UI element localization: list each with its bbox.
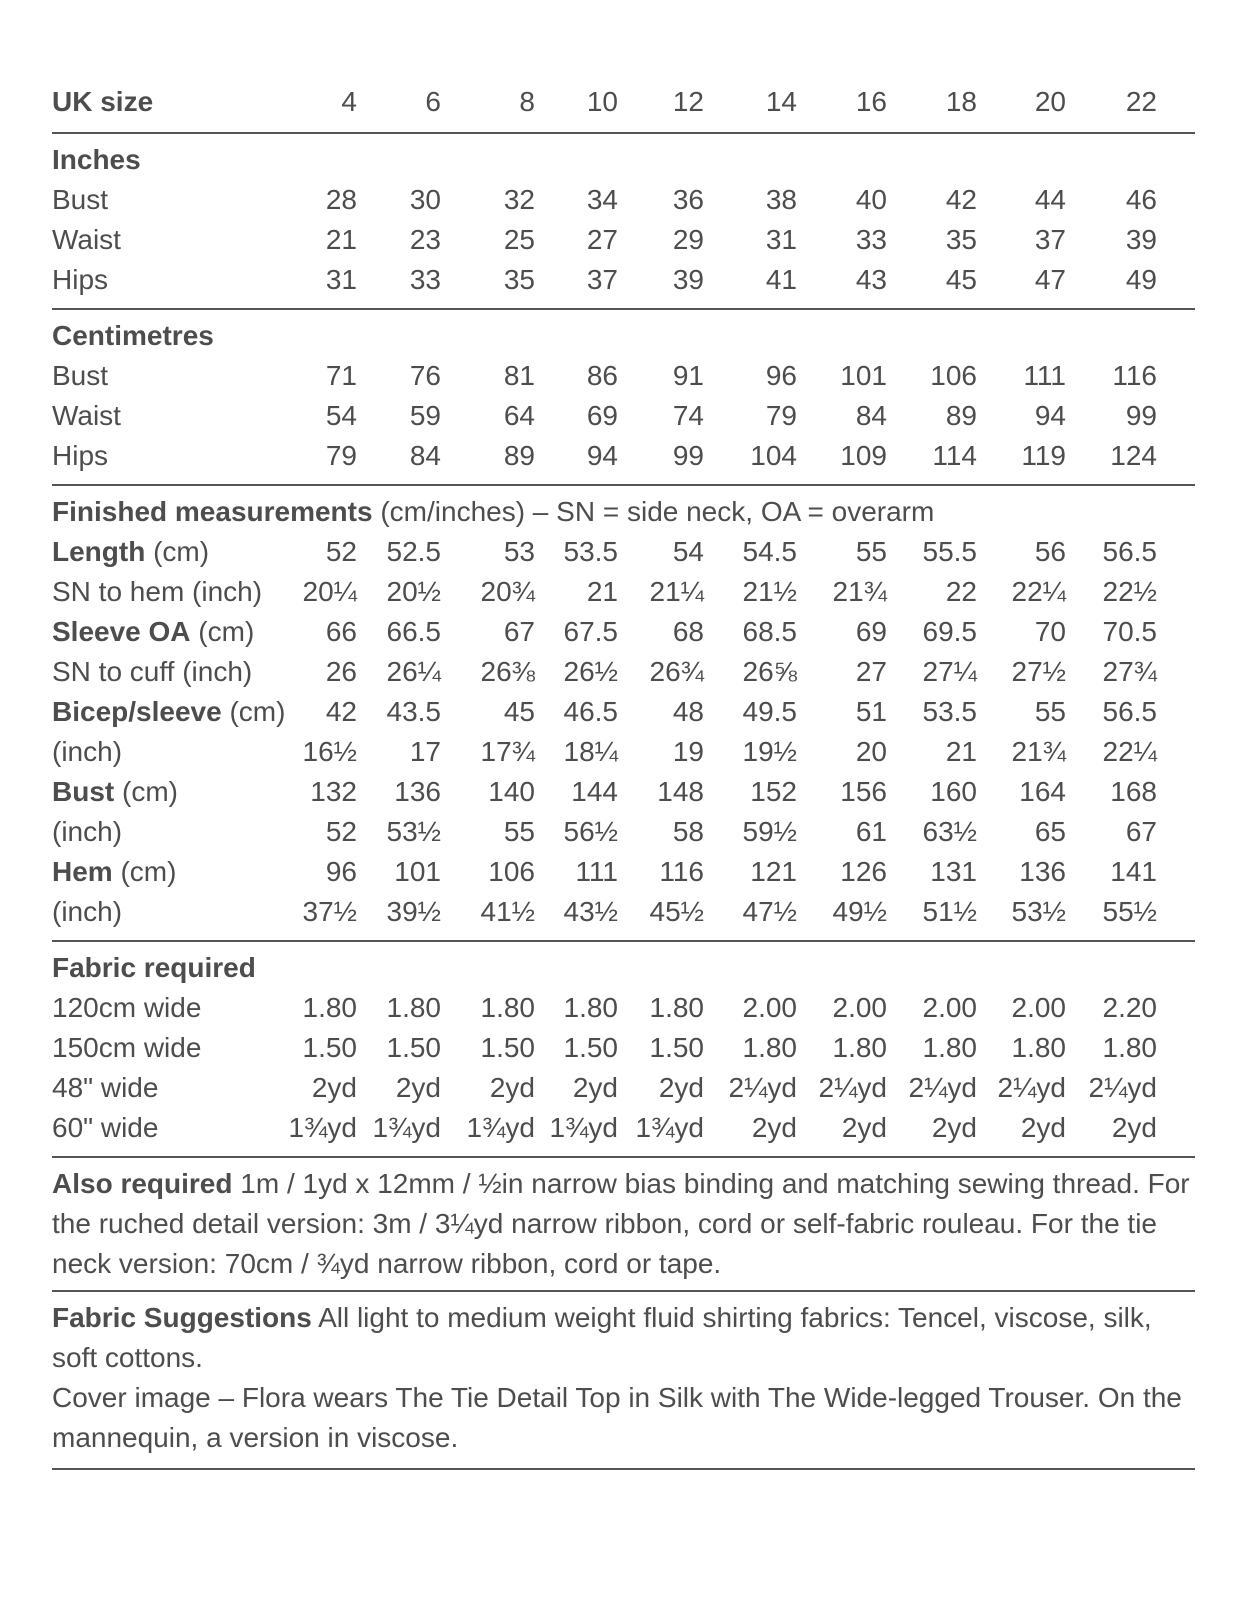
finished-row-label xyxy=(52,652,252,692)
finished-value-size-12: 26¾ xyxy=(649,656,704,687)
finished-value-size-4: 96 xyxy=(325,856,357,887)
also-required-text: 1m / 1yd x 12mm / ½in narrow bias binding and matching sewing thread. For the ruched detail version: 3m / 3¼yd narrow ribbon, cord or self-fabric rouleau. For the tie neck version: 70cm / ¾yd narrow ribbon, cord or tape. xyxy=(52,1168,1190,1279)
finished-row xyxy=(52,892,1195,932)
fabric-value-size-10: 1¾yd xyxy=(549,1112,618,1143)
finished-value-size-14: 68.5 xyxy=(742,616,797,647)
finished-value-size-18: 131 xyxy=(930,856,977,887)
inches-rows xyxy=(52,180,1195,300)
finished-value-size-16: 55 xyxy=(855,536,887,567)
finished-row-label-unit: (cm) xyxy=(145,536,210,567)
finished-value-size-16: 51 xyxy=(855,696,887,727)
finished-value-size-22: 55½ xyxy=(1102,896,1157,927)
finished-value-size-12: 45½ xyxy=(649,896,704,927)
centimetres-value-size-12: 91 xyxy=(672,360,704,391)
finished-value-size-6: 26¼ xyxy=(386,656,441,687)
finished-value-size-8: 41½ xyxy=(480,896,535,927)
inches-value-size-14: 38 xyxy=(765,184,797,215)
inches-value-size-20: 44 xyxy=(1034,184,1066,215)
finished-row-label-bold: Hem xyxy=(52,856,113,887)
finished-value-size-4: 16½ xyxy=(302,736,357,767)
finished-value-size-14: 121 xyxy=(750,856,797,887)
finished-value-size-22: 56.5 xyxy=(1102,696,1157,727)
finished-value-size-18: 27¼ xyxy=(922,656,977,687)
finished-row-label-unit: (cm) xyxy=(114,776,178,807)
size-chart xyxy=(52,80,1195,1470)
uk-size-size-16: 16 xyxy=(855,86,887,117)
fabric-value-size-6: 2yd xyxy=(395,1072,441,1103)
finished-value-size-16: 27 xyxy=(855,656,887,687)
finished-row-label-unit: (cm) xyxy=(221,696,286,727)
fabric-value-size-4: 1.50 xyxy=(302,1032,357,1063)
uk-size-size-8: 8 xyxy=(519,86,535,117)
finished-row-label xyxy=(52,772,178,812)
fabric-value-size-4: 1¾yd xyxy=(288,1112,357,1143)
inches-section-title xyxy=(52,140,1195,180)
finished-title-bold: Finished measurements xyxy=(52,496,373,527)
centimetres-value-size-20: 111 xyxy=(1023,360,1066,391)
finished-value-size-12: 116 xyxy=(659,856,704,887)
finished-value-size-20: 65 xyxy=(1034,816,1066,847)
finished-row-label xyxy=(52,732,122,772)
centimetres-value-size-20: 119 xyxy=(1021,440,1066,471)
finished-row-label xyxy=(52,532,209,572)
inches-value-size-10: 37 xyxy=(586,264,618,295)
fabric-value-size-20: 2yd xyxy=(1020,1112,1066,1143)
finished-row-label xyxy=(52,612,254,652)
finished-row xyxy=(52,772,1195,812)
centimetres-value-size-8: 81 xyxy=(503,360,535,391)
finished-value-size-20: 56 xyxy=(1034,536,1066,567)
centimetres-value-size-14: 104 xyxy=(750,440,797,471)
fabric-value-size-10: 1.50 xyxy=(563,1032,618,1063)
finished-value-size-4: 42 xyxy=(325,696,357,727)
fabric-value-size-20: 2.00 xyxy=(1011,992,1066,1023)
finished-row xyxy=(52,692,1195,732)
fabric-value-size-18: 1.80 xyxy=(922,1032,977,1063)
fabric-rows xyxy=(52,988,1195,1148)
inches-value-size-16: 43 xyxy=(855,264,887,295)
inches-value-size-6: 30 xyxy=(409,184,441,215)
divider xyxy=(52,1290,1195,1292)
finished-value-size-10: 43½ xyxy=(563,896,618,927)
centimetres-value-size-6: 59 xyxy=(409,400,441,431)
divider xyxy=(52,1156,1195,1158)
fabric-value-size-16: 2yd xyxy=(841,1112,887,1143)
finished-value-size-4: 52 xyxy=(325,536,357,567)
finished-value-size-8: 140 xyxy=(488,776,535,807)
fabric-value-size-22: 2yd xyxy=(1111,1112,1157,1143)
section-title-centimetres: Centimetres xyxy=(52,320,214,351)
finished-value-size-10: 46.5 xyxy=(563,696,618,727)
finished-value-size-14: 26⅝ xyxy=(742,656,797,687)
finished-value-size-10: 53.5 xyxy=(563,536,618,567)
finished-value-size-10: 56½ xyxy=(563,816,618,847)
inches-value-size-20: 47 xyxy=(1034,264,1066,295)
finished-value-size-14: 19½ xyxy=(742,736,797,767)
uk-size-header-row xyxy=(52,80,1195,124)
fabric-suggestions-text: All light to medium weight fluid shirting fabrics: Tencel, viscose, silk, soft cottons. xyxy=(52,1302,1152,1373)
finished-value-size-12: 21¼ xyxy=(649,576,704,607)
fabric-value-size-20: 1.80 xyxy=(1011,1032,1066,1063)
finished-value-size-8: 67 xyxy=(503,616,535,647)
finished-value-size-6: 17 xyxy=(409,736,441,767)
fabric-row-label: 120cm wide xyxy=(52,992,202,1023)
fabric-suggestions-lead: Fabric Suggestions xyxy=(52,1302,312,1333)
finished-value-size-22: 168 xyxy=(1110,776,1157,807)
inches-value-size-12: 39 xyxy=(672,264,704,295)
inches-value-size-18: 35 xyxy=(945,224,977,255)
centimetres-row-hips xyxy=(52,436,1195,476)
finished-value-size-12: 68 xyxy=(672,616,704,647)
finished-value-size-10: 18¼ xyxy=(563,736,618,767)
uk-size-size-12: 12 xyxy=(672,86,704,117)
finished-value-size-16: 20 xyxy=(855,736,887,767)
centimetres-value-size-4: 71 xyxy=(325,360,357,391)
inches-value-size-6: 33 xyxy=(409,264,441,295)
fabric-value-size-16: 2¼yd xyxy=(818,1072,887,1103)
finished-value-size-8: 55 xyxy=(503,816,535,847)
inches-value-size-18: 45 xyxy=(945,264,977,295)
finished-value-size-14: 54.5 xyxy=(742,536,797,567)
finished-value-size-4: 26 xyxy=(325,656,357,687)
centimetres-rows xyxy=(52,356,1195,476)
finished-value-size-6: 66.5 xyxy=(386,616,441,647)
finished-value-size-18: 160 xyxy=(930,776,977,807)
centimetres-value-size-18: 89 xyxy=(945,400,977,431)
fabric-value-size-14: 2yd xyxy=(751,1112,797,1143)
inches-value-size-12: 36 xyxy=(672,184,704,215)
centimetres-value-size-16: 84 xyxy=(855,400,887,431)
uk-size-label: UK size xyxy=(52,86,154,117)
finished-value-size-10: 111 xyxy=(575,856,618,887)
finished-title-rest: (cm/inches) – SN = side neck, OA = overarm xyxy=(372,496,935,527)
finished-value-size-18: 69.5 xyxy=(922,616,977,647)
fabric-required-title xyxy=(52,948,1195,988)
finished-row-label xyxy=(52,892,122,932)
finished-value-size-10: 26½ xyxy=(563,656,618,687)
fabric-value-size-12: 1.50 xyxy=(649,1032,704,1063)
also-required-lead: Also required xyxy=(52,1168,233,1199)
fabric-value-size-22: 2¼yd xyxy=(1088,1072,1157,1103)
inches-value-size-18: 42 xyxy=(945,184,977,215)
finished-value-size-6: 39½ xyxy=(386,896,441,927)
fabric-value-size-12: 1.80 xyxy=(649,992,704,1023)
fabric-value-size-12: 2yd xyxy=(658,1072,704,1103)
finished-value-size-16: 156 xyxy=(840,776,887,807)
centimetres-value-size-18: 114 xyxy=(932,440,977,471)
also-required-paragraph xyxy=(52,1164,1195,1284)
inches-value-size-22: 49 xyxy=(1125,264,1157,295)
fabric-row-48-wide xyxy=(52,1068,1195,1108)
centimetres-value-size-22: 116 xyxy=(1112,360,1157,391)
fabric-value-size-8: 1.80 xyxy=(480,992,535,1023)
finished-row xyxy=(52,652,1195,692)
fabric-value-size-14: 2¼yd xyxy=(728,1072,797,1103)
finished-value-size-8: 20¾ xyxy=(480,576,535,607)
uk-size-size-6: 6 xyxy=(425,86,441,117)
centimetres-value-size-22: 99 xyxy=(1125,400,1157,431)
centimetres-row-label: Hips xyxy=(52,440,109,471)
finished-value-size-18: 21 xyxy=(945,736,977,767)
finished-row-label xyxy=(52,852,176,892)
section-title-inches: Inches xyxy=(52,144,141,175)
inches-value-size-16: 33 xyxy=(855,224,887,255)
finished-row-label-unit: SN to hem (inch) xyxy=(52,576,263,607)
finished-value-size-4: 20¼ xyxy=(302,576,357,607)
fabric-value-size-8: 1.50 xyxy=(480,1032,535,1063)
fabric-value-size-10: 1.80 xyxy=(563,992,618,1023)
uk-size-size-20: 20 xyxy=(1034,86,1066,117)
centimetres-value-size-12: 74 xyxy=(672,400,704,431)
fabric-row-120cm-wide xyxy=(52,988,1195,1028)
finished-value-size-18: 51½ xyxy=(922,896,977,927)
finished-value-size-20: 164 xyxy=(1019,776,1066,807)
centimetres-value-size-8: 89 xyxy=(503,440,535,471)
fabric-value-size-14: 2.00 xyxy=(742,992,797,1023)
divider xyxy=(52,1468,1195,1470)
finished-measurements-heading xyxy=(52,492,934,532)
finished-row-label-bold: Bicep/sleeve xyxy=(52,696,222,727)
finished-value-size-14: 49.5 xyxy=(742,696,797,727)
finished-value-size-18: 22 xyxy=(945,576,977,607)
finished-row-label-bold: Length xyxy=(52,536,146,567)
finished-row xyxy=(52,852,1195,892)
centimetres-value-size-16: 109 xyxy=(840,440,887,471)
centimetres-value-size-6: 84 xyxy=(409,440,441,471)
finished-value-size-14: 152 xyxy=(750,776,797,807)
finished-row-label-unit: (inch) xyxy=(52,896,123,927)
fabric-value-size-8: 2yd xyxy=(489,1072,535,1103)
finished-value-size-22: 27¾ xyxy=(1102,656,1157,687)
inches-row-label: Bust xyxy=(52,184,109,215)
inches-row-label: Hips xyxy=(52,264,109,295)
inches-value-size-14: 31 xyxy=(765,224,797,255)
finished-row-label xyxy=(52,812,122,852)
finished-rows xyxy=(52,532,1195,932)
finished-row xyxy=(52,572,1195,612)
finished-value-size-14: 47½ xyxy=(742,896,797,927)
uk-size-size-10: 10 xyxy=(586,86,618,117)
finished-value-size-14: 59½ xyxy=(742,816,797,847)
finished-value-size-12: 19 xyxy=(672,736,704,767)
finished-row xyxy=(52,532,1195,572)
fabric-value-size-12: 1¾yd xyxy=(635,1112,704,1143)
centimetres-value-size-8: 64 xyxy=(503,400,535,431)
inches-row-waist xyxy=(52,220,1195,260)
finished-value-size-22: 22¼ xyxy=(1102,736,1157,767)
finished-measurements-title xyxy=(52,492,1195,532)
finished-value-size-18: 55.5 xyxy=(922,536,977,567)
centimetres-value-size-14: 96 xyxy=(765,360,797,391)
finished-value-size-18: 63½ xyxy=(922,816,977,847)
inches-value-size-14: 41 xyxy=(765,264,797,295)
centimetres-value-size-22: 124 xyxy=(1110,440,1157,471)
centimetres-row-waist xyxy=(52,396,1195,436)
fabric-value-size-14: 1.80 xyxy=(742,1032,797,1063)
fabric-value-size-10: 2yd xyxy=(572,1072,618,1103)
finished-value-size-20: 136 xyxy=(1019,856,1066,887)
inches-value-size-10: 34 xyxy=(586,184,618,215)
finished-value-size-4: 37½ xyxy=(302,896,357,927)
centimetres-value-size-10: 69 xyxy=(586,400,618,431)
finished-value-size-4: 132 xyxy=(310,776,357,807)
fabric-value-size-16: 2.00 xyxy=(832,992,887,1023)
fabric-value-size-4: 2yd xyxy=(311,1072,357,1103)
inches-value-size-22: 46 xyxy=(1125,184,1157,215)
inches-value-size-4: 28 xyxy=(325,184,357,215)
finished-value-size-6: 20½ xyxy=(386,576,441,607)
inches-value-size-16: 40 xyxy=(855,184,887,215)
inches-value-size-6: 23 xyxy=(409,224,441,255)
fabric-value-size-18: 2¼yd xyxy=(908,1072,977,1103)
inches-value-size-10: 27 xyxy=(586,224,618,255)
finished-row xyxy=(52,732,1195,772)
finished-value-size-22: 141 xyxy=(1110,856,1157,887)
section-title-fabric-required: Fabric required xyxy=(52,952,256,983)
finished-value-size-20: 70 xyxy=(1034,616,1066,647)
finished-value-size-8: 45 xyxy=(503,696,535,727)
finished-row xyxy=(52,612,1195,652)
centimetres-row-label: Bust xyxy=(52,360,109,391)
uk-size-size-22: 22 xyxy=(1125,86,1157,117)
fabric-row-label: 60" wide xyxy=(52,1112,159,1143)
inches-value-size-4: 21 xyxy=(325,224,357,255)
finished-value-size-16: 61 xyxy=(855,816,887,847)
finished-value-size-20: 22¼ xyxy=(1011,576,1066,607)
uk-size-size-18: 18 xyxy=(945,86,977,117)
inches-row-bust xyxy=(52,180,1195,220)
finished-value-size-12: 58 xyxy=(672,816,704,847)
finished-row-label xyxy=(52,572,262,612)
finished-value-size-16: 21¾ xyxy=(832,576,887,607)
finished-value-size-8: 53 xyxy=(503,536,535,567)
finished-row-label-unit: (inch) xyxy=(52,736,123,767)
inches-value-size-8: 25 xyxy=(503,224,535,255)
finished-row-label xyxy=(52,692,285,732)
finished-value-size-10: 67.5 xyxy=(563,616,618,647)
inches-value-size-8: 32 xyxy=(503,184,535,215)
finished-value-size-20: 21¾ xyxy=(1011,736,1066,767)
finished-value-size-22: 67 xyxy=(1125,816,1157,847)
fabric-value-size-20: 2¼yd xyxy=(997,1072,1066,1103)
finished-value-size-6: 53½ xyxy=(386,816,441,847)
finished-value-size-6: 52.5 xyxy=(386,536,441,567)
finished-value-size-8: 17¾ xyxy=(480,736,535,767)
fabric-value-size-6: 1¾yd xyxy=(372,1112,441,1143)
finished-value-size-6: 101 xyxy=(394,856,441,887)
finished-value-size-20: 27½ xyxy=(1011,656,1066,687)
finished-value-size-12: 48 xyxy=(672,696,704,727)
finished-value-size-14: 21½ xyxy=(742,576,797,607)
cover-image-caption: Cover image – Flora wears The Tie Detail Top in Silk with The Wide-legged Trouser. On the mannequin, a version in viscose. xyxy=(52,1382,1182,1453)
finished-value-size-10: 21 xyxy=(586,576,618,607)
finished-value-size-22: 56.5 xyxy=(1102,536,1157,567)
fabric-row-150cm-wide xyxy=(52,1028,1195,1068)
inches-value-size-22: 39 xyxy=(1125,224,1157,255)
finished-value-size-20: 53½ xyxy=(1011,896,1066,927)
inches-value-size-12: 29 xyxy=(672,224,704,255)
centimetres-value-size-4: 54 xyxy=(325,400,357,431)
fabric-value-size-6: 1.80 xyxy=(386,992,441,1023)
fabric-value-size-16: 1.80 xyxy=(832,1032,887,1063)
centimetres-value-size-10: 94 xyxy=(586,440,618,471)
centimetres-value-size-16: 101 xyxy=(840,360,887,391)
fabric-row-label: 48" wide xyxy=(52,1072,159,1103)
finished-value-size-4: 52 xyxy=(325,816,357,847)
fabric-value-size-22: 2.20 xyxy=(1102,992,1157,1023)
centimetres-value-size-10: 86 xyxy=(586,360,618,391)
finished-row-label-bold: Bust xyxy=(52,776,115,807)
uk-size-size-14: 14 xyxy=(765,86,797,117)
inches-value-size-4: 31 xyxy=(325,264,357,295)
finished-value-size-20: 55 xyxy=(1034,696,1066,727)
finished-row-label-unit: SN to cuff (inch) xyxy=(52,656,253,687)
finished-value-size-12: 54 xyxy=(672,536,704,567)
finished-value-size-16: 69 xyxy=(855,616,887,647)
centimetres-value-size-12: 99 xyxy=(672,440,704,471)
finished-value-size-22: 70.5 xyxy=(1102,616,1157,647)
fabric-value-size-22: 1.80 xyxy=(1102,1032,1157,1063)
fabric-value-size-6: 1.50 xyxy=(386,1032,441,1063)
finished-value-size-6: 43.5 xyxy=(386,696,441,727)
fabric-row-60-wide xyxy=(52,1108,1195,1148)
centimetres-value-size-6: 76 xyxy=(409,360,441,391)
finished-value-size-4: 66 xyxy=(325,616,357,647)
finished-value-size-12: 148 xyxy=(657,776,704,807)
finished-value-size-18: 53.5 xyxy=(922,696,977,727)
centimetres-row-label: Waist xyxy=(52,400,121,431)
inches-value-size-20: 37 xyxy=(1034,224,1066,255)
inches-value-size-8: 35 xyxy=(503,264,535,295)
centimetres-row-bust xyxy=(52,356,1195,396)
finished-value-size-16: 126 xyxy=(840,856,887,887)
fabric-row-label: 150cm wide xyxy=(52,1032,202,1063)
finished-row-label-unit: (cm) xyxy=(112,856,177,887)
finished-value-size-6: 136 xyxy=(394,776,441,807)
centimetres-value-size-18: 106 xyxy=(930,360,977,391)
centimetres-value-size-4: 79 xyxy=(325,440,357,471)
fabric-value-size-8: 1¾yd xyxy=(466,1112,535,1143)
finished-row-label-unit: (cm) xyxy=(190,616,255,647)
finished-row-label-unit: (inch) xyxy=(52,816,123,847)
finished-value-size-8: 106 xyxy=(488,856,535,887)
centimetres-value-size-20: 94 xyxy=(1034,400,1066,431)
finished-value-size-16: 49½ xyxy=(832,896,887,927)
fabric-value-size-18: 2.00 xyxy=(922,992,977,1023)
finished-value-size-22: 22½ xyxy=(1102,576,1157,607)
fabric-suggestions-paragraph xyxy=(52,1298,1195,1378)
inches-row-label: Waist xyxy=(52,224,121,255)
fabric-value-size-18: 2yd xyxy=(931,1112,977,1143)
inches-row-hips xyxy=(52,260,1195,300)
uk-size-size-4: 4 xyxy=(341,86,357,117)
finished-row-label-bold: Sleeve OA xyxy=(52,616,191,647)
finished-value-size-10: 144 xyxy=(571,776,618,807)
finished-value-size-8: 26⅜ xyxy=(480,656,535,687)
finished-row xyxy=(52,812,1195,852)
centimetres-value-size-14: 79 xyxy=(765,400,797,431)
centimetres-section-title xyxy=(52,316,1195,356)
fabric-value-size-4: 1.80 xyxy=(302,992,357,1023)
